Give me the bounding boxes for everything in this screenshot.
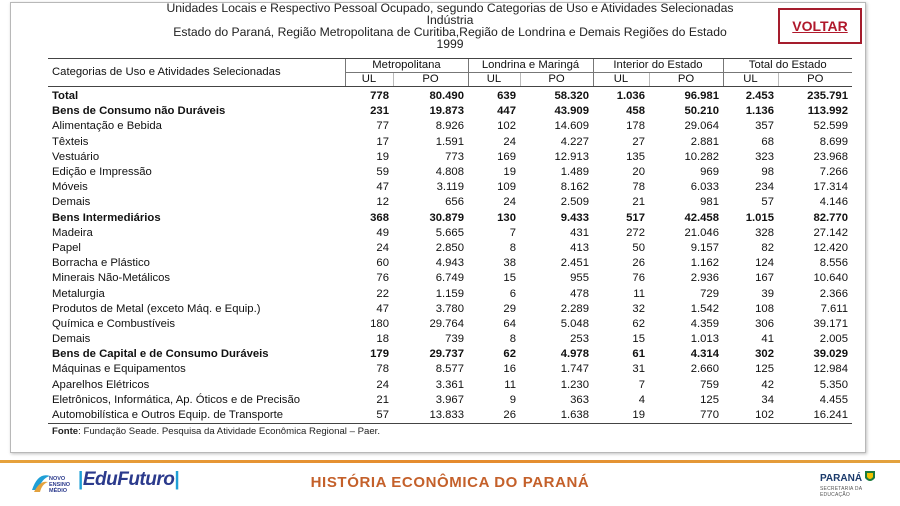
row-label: Aparelhos Elétricos	[52, 378, 150, 391]
cell-ul: 76	[376, 272, 389, 285]
cell-po: 2.289	[560, 302, 589, 315]
cell-po: 1.162	[690, 257, 719, 270]
cell-ul: 447	[497, 105, 516, 118]
cell-po: 80.490	[429, 90, 464, 103]
cell-po: 4.455	[819, 393, 848, 406]
cell-po: 2.660	[690, 363, 719, 376]
row-label: Bens Intermediários	[52, 211, 161, 224]
cell-po: 10.282	[684, 150, 719, 163]
cell-ul: 368	[370, 211, 389, 224]
cell-po: 235.791	[807, 90, 848, 103]
cell-ul: 8	[509, 241, 516, 254]
table-row	[48, 180, 852, 195]
cell-ul: 1.136	[745, 105, 774, 118]
table-row	[48, 302, 852, 317]
cell-ul: 62	[503, 348, 516, 361]
row-label: Máquinas e Equipamentos	[52, 363, 186, 376]
category-header: Categorias de Uso e Atividades Selecionadas	[48, 59, 345, 87]
cell-po: 2.451	[560, 257, 589, 270]
subheader-ul: UL	[723, 73, 778, 87]
cell-ul: 6	[509, 287, 516, 300]
table-row	[48, 150, 852, 165]
cell-ul: 98	[761, 166, 774, 179]
cell-po: 969	[700, 166, 719, 179]
cell-po: 82.770	[813, 211, 848, 224]
cell-ul: 179	[370, 348, 389, 361]
table-row	[48, 226, 852, 241]
parana-logo-subtext: SECRETARIA DA EDUCAÇÃO	[820, 486, 862, 498]
group-header: Interior do Estado	[593, 59, 723, 73]
table-row	[48, 87, 852, 105]
cell-ul: 41	[761, 333, 774, 346]
cell-ul: 108	[755, 302, 774, 315]
subheader-po: PO	[649, 73, 723, 87]
cell-po: 1.638	[520, 408, 593, 424]
cell-ul: 11	[504, 378, 516, 391]
subheader-ul: UL	[345, 73, 393, 87]
cell-po: 4.808	[435, 166, 464, 179]
table-row	[48, 378, 852, 393]
row-label: Madeira	[52, 226, 93, 239]
cell-po: 1.159	[435, 287, 464, 300]
cell-po: 16.241	[778, 408, 852, 424]
cell-ul: 1.036	[616, 90, 645, 103]
title-line-3: Estado do Paraná, Região Metropolitana de Curitiba,Região de Londrina e Demais Regiões do Estado	[173, 25, 727, 39]
cell-po: 8.556	[819, 257, 848, 270]
cell-ul: 18	[376, 333, 389, 346]
cell-po: 5.665	[435, 226, 464, 239]
cell-ul: 32	[632, 302, 645, 315]
title-line-1: Unidades Locais e Respectivo Pessoal Ocupado, segundo Categorias de Uso e Atividades Selecionadas	[166, 1, 734, 15]
row-label: Borracha e Plástico	[52, 257, 150, 270]
footer-divider	[0, 460, 900, 463]
cell-ul: 178	[626, 120, 645, 133]
cell-po: 8.162	[560, 181, 589, 194]
cell-ul: 38	[503, 257, 516, 270]
row-label: Alimentação e Bebida	[52, 120, 162, 133]
cell-po: 29.064	[684, 120, 719, 133]
row-label: Total	[52, 90, 79, 103]
cell-po: 30.879	[429, 211, 464, 224]
footer-title: HISTÓRIA ECONÔMICA DO PARANÁ	[310, 474, 590, 491]
table-row	[48, 241, 852, 256]
cell-po: 981	[700, 196, 719, 209]
data-table-container	[48, 58, 852, 437]
cell-ul: 306	[755, 317, 774, 330]
cell-ul: 57	[345, 408, 393, 424]
cell-ul: 31	[632, 363, 645, 376]
cell-po: 4.146	[819, 196, 848, 209]
cell-po: 3.119	[436, 181, 464, 194]
cell-po: 5.048	[560, 317, 589, 330]
cell-po: 12.913	[554, 150, 589, 163]
row-label: Papel	[52, 241, 81, 254]
cell-po: 4.943	[435, 257, 464, 270]
cell-po: 43.909	[554, 105, 589, 118]
source-text: : Fundação Seade. Pesquisa da Atividade Econômica Regional – Paer.	[78, 426, 380, 438]
cell-po: 9.433	[560, 211, 589, 224]
row-label: Bens de Consumo não Duráveis	[52, 105, 226, 118]
cell-ul: 16	[503, 363, 516, 376]
table-row	[48, 362, 852, 377]
cell-ul: 639	[497, 90, 516, 103]
cell-po: 39.029	[813, 348, 848, 361]
cell-ul: 26	[468, 408, 520, 424]
cell-po: 955	[570, 272, 589, 285]
cell-ul: 130	[497, 211, 516, 224]
cell-ul: 167	[755, 272, 774, 285]
cell-ul: 68	[761, 135, 774, 148]
cell-po: 1.747	[560, 363, 589, 376]
cell-po: 1.542	[690, 302, 719, 315]
cell-ul: 7	[638, 378, 645, 391]
cell-ul: 302	[755, 348, 774, 361]
cell-ul: 49	[376, 226, 389, 239]
cell-ul: 47	[376, 181, 389, 194]
cell-po: 773	[445, 150, 464, 163]
cell-ul: 62	[632, 317, 645, 330]
table-titles	[0, 2, 900, 50]
edufuturo-pipe-end: |	[174, 469, 180, 490]
cell-po: 58.320	[554, 90, 589, 103]
cell-ul: 7	[509, 226, 516, 239]
subheader-ul: UL	[468, 73, 520, 87]
cell-ul: 77	[376, 120, 389, 133]
cell-po: 14.609	[554, 120, 589, 133]
table-row	[48, 119, 852, 134]
cell-ul: 17	[376, 135, 389, 148]
cell-ul: 60	[376, 257, 389, 270]
cell-ul: 169	[497, 150, 516, 163]
cell-ul: 778	[370, 90, 389, 103]
cell-po: 7.266	[819, 166, 848, 179]
cell-po: 656	[445, 196, 464, 209]
cell-po: 12.420	[813, 241, 848, 254]
parana-logo	[820, 470, 876, 496]
cell-po: 1.013	[690, 333, 719, 346]
cell-po: 4.359	[690, 317, 719, 330]
cell-ul: 19	[376, 150, 389, 163]
subheader-po: PO	[520, 73, 593, 87]
cell-po: 253	[570, 333, 589, 346]
cell-ul: 21	[632, 196, 645, 209]
cell-ul: 64	[503, 317, 516, 330]
cell-ul: 78	[376, 363, 389, 376]
row-label: Vestuário	[52, 150, 100, 163]
table-row	[48, 347, 852, 362]
title-line-2: Indústria	[426, 13, 474, 27]
cell-po: 125	[700, 393, 719, 406]
row-label: Móveis	[52, 181, 88, 194]
cell-po: 4.978	[560, 348, 589, 361]
cell-po: 770	[649, 408, 723, 424]
table-row	[48, 211, 852, 226]
cell-po: 2.881	[690, 135, 719, 148]
cell-ul: 24	[376, 241, 389, 254]
cell-ul: 357	[755, 120, 774, 133]
edufuturo-text: EduFuturo	[82, 469, 175, 490]
group-header: Londrina e Maringá	[468, 59, 593, 73]
cell-ul: 15	[632, 333, 645, 346]
table-row	[48, 408, 852, 424]
table-row	[48, 256, 852, 271]
cell-ul: 24	[376, 378, 389, 391]
cell-po: 6.749	[435, 272, 464, 285]
cell-ul: 9	[509, 393, 516, 406]
cell-ul: 1.015	[745, 211, 774, 224]
cell-po: 363	[570, 393, 589, 406]
cell-ul: 2.453	[745, 90, 774, 103]
source-label: Fonte	[52, 426, 79, 438]
cell-ul: 82	[761, 241, 774, 254]
table-row	[48, 286, 852, 301]
cell-po: 4.227	[560, 135, 589, 148]
cell-ul: 57	[761, 196, 774, 209]
cell-ul: 517	[626, 211, 645, 224]
cell-po: 29.737	[429, 348, 464, 361]
cell-po: 431	[570, 226, 589, 239]
subheader-po: PO	[778, 73, 852, 87]
cell-po: 5.350	[819, 378, 848, 391]
cell-ul: 11	[633, 287, 645, 300]
logo-ensino-text: ENSINO	[49, 482, 71, 488]
cell-po: 4.314	[690, 348, 719, 361]
cell-ul: 22	[376, 287, 389, 300]
cell-po: 17.314	[813, 181, 848, 194]
cell-po: 2.850	[435, 241, 464, 254]
cell-ul: 61	[632, 348, 645, 361]
cell-ul: 29	[503, 302, 516, 315]
table-row	[48, 135, 852, 150]
row-label: Edição e Impressão	[52, 166, 152, 179]
cell-ul: 24	[503, 196, 516, 209]
cell-po: 8.577	[435, 363, 464, 376]
table-row	[48, 393, 852, 408]
cell-ul: 272	[626, 226, 645, 239]
cell-ul: 27	[632, 135, 645, 148]
cell-ul: 231	[370, 105, 389, 118]
cell-ul: 328	[755, 226, 774, 239]
edufuturo-pipe: |	[78, 469, 83, 490]
cell-po: 96.981	[684, 90, 719, 103]
cell-po: 29.764	[429, 317, 464, 330]
source-note	[48, 426, 852, 437]
table-row	[48, 317, 852, 332]
row-label: Produtos de Metal (exceto Máq. e Equip.)	[52, 302, 261, 315]
table-body	[48, 87, 852, 424]
cell-po: 478	[570, 287, 589, 300]
group-header: Metropolitana	[345, 59, 468, 73]
cell-ul: 59	[376, 166, 389, 179]
cell-po: 27.142	[813, 226, 848, 239]
cell-ul: 323	[755, 150, 774, 163]
subheader-ul: UL	[593, 73, 649, 87]
cell-po: 413	[570, 241, 589, 254]
cell-po: 1.591	[435, 135, 464, 148]
cell-ul: 42	[761, 378, 774, 391]
cell-ul: 4	[638, 393, 645, 406]
back-button[interactable]: VOLTAR	[778, 8, 862, 44]
cell-po: 729	[700, 287, 719, 300]
cell-po: 42.458	[684, 211, 719, 224]
parana-logo-text: PARANÁ	[820, 473, 863, 484]
cell-ul: 180	[370, 317, 389, 330]
cell-po: 10.640	[813, 272, 848, 285]
table-row	[48, 195, 852, 210]
cell-ul: 12	[376, 196, 389, 209]
row-label: Metalurgia	[52, 287, 105, 300]
cell-ul: 39	[761, 287, 774, 300]
cell-po: 19.873	[429, 105, 464, 118]
cell-po: 2.366	[819, 287, 848, 300]
cell-ul: 76	[632, 272, 645, 285]
cell-po: 8.926	[435, 120, 464, 133]
cell-ul: 124	[755, 257, 774, 270]
cell-ul: 34	[761, 393, 774, 406]
cell-ul: 20	[632, 166, 645, 179]
row-label: Demais	[52, 196, 91, 209]
cell-ul: 19	[593, 408, 649, 424]
cell-ul: 135	[626, 150, 645, 163]
cell-po: 3.780	[435, 302, 464, 315]
cell-ul: 19	[503, 166, 516, 179]
logo-novo-text: NOVO	[49, 476, 66, 482]
group-header: Total do Estado	[723, 59, 852, 73]
cell-po: 6.033	[690, 181, 719, 194]
row-label: Eletrônicos, Informática, Ap. Óticos e de Precisão	[52, 393, 301, 406]
cell-po: 739	[445, 333, 464, 346]
cell-ul: 50	[632, 241, 645, 254]
cell-ul: 47	[376, 302, 389, 315]
table-row	[48, 332, 852, 347]
table-row	[48, 165, 852, 180]
row-label: Bens de Capital e de Consumo Duráveis	[52, 348, 269, 361]
cell-po: 3.967	[435, 393, 464, 406]
cell-ul: 78	[632, 181, 645, 194]
cell-po: 113.992	[807, 105, 848, 118]
cell-ul: 125	[755, 363, 774, 376]
cell-ul: 234	[755, 181, 774, 194]
cell-po: 21.046	[684, 226, 719, 239]
cell-po: 12.984	[813, 363, 848, 376]
cell-po: 2.005	[819, 333, 848, 346]
parana-crest-icon	[864, 470, 876, 484]
table-row	[48, 104, 852, 119]
cell-po: 39.171	[813, 317, 848, 330]
row-label: Minerais Não-Metálicos	[52, 272, 171, 285]
cell-ul: 8	[509, 333, 516, 346]
cell-ul: 24	[503, 135, 516, 148]
cell-po: 1.489	[560, 166, 589, 179]
cell-po: 7.611	[820, 302, 848, 315]
subheader-po: PO	[393, 73, 468, 87]
row-label: Automobilística e Outros Equip. de Transporte	[48, 408, 345, 424]
cell-po: 3.361	[435, 378, 464, 391]
cell-ul: 109	[497, 181, 516, 194]
cell-ul: 102	[497, 120, 516, 133]
logo-medio-text: MÉDIO	[49, 488, 68, 494]
cell-po: 9.157	[690, 241, 719, 254]
cell-po: 2.936	[690, 272, 719, 285]
cell-ul: 21	[376, 393, 389, 406]
table-row	[48, 271, 852, 286]
cell-ul: 15	[503, 272, 516, 285]
row-label: Química e Combustíveis	[52, 317, 176, 330]
data-table	[48, 58, 852, 424]
cell-po: 2.509	[560, 196, 589, 209]
row-label: Demais	[52, 333, 91, 346]
row-label: Têxteis	[52, 135, 89, 148]
cell-po: 759	[700, 378, 719, 391]
title-line-4: 1999	[436, 37, 464, 51]
cell-po: 8.699	[819, 135, 848, 148]
cell-ul: 458	[626, 105, 645, 118]
cell-ul: 102	[723, 408, 778, 424]
cell-po: 1.230	[560, 378, 589, 391]
cell-po: 52.599	[813, 120, 848, 133]
cell-po: 50.210	[684, 105, 719, 118]
cell-ul: 26	[632, 257, 645, 270]
cell-po: 23.968	[813, 150, 848, 163]
cell-po: 13.833	[393, 408, 468, 424]
